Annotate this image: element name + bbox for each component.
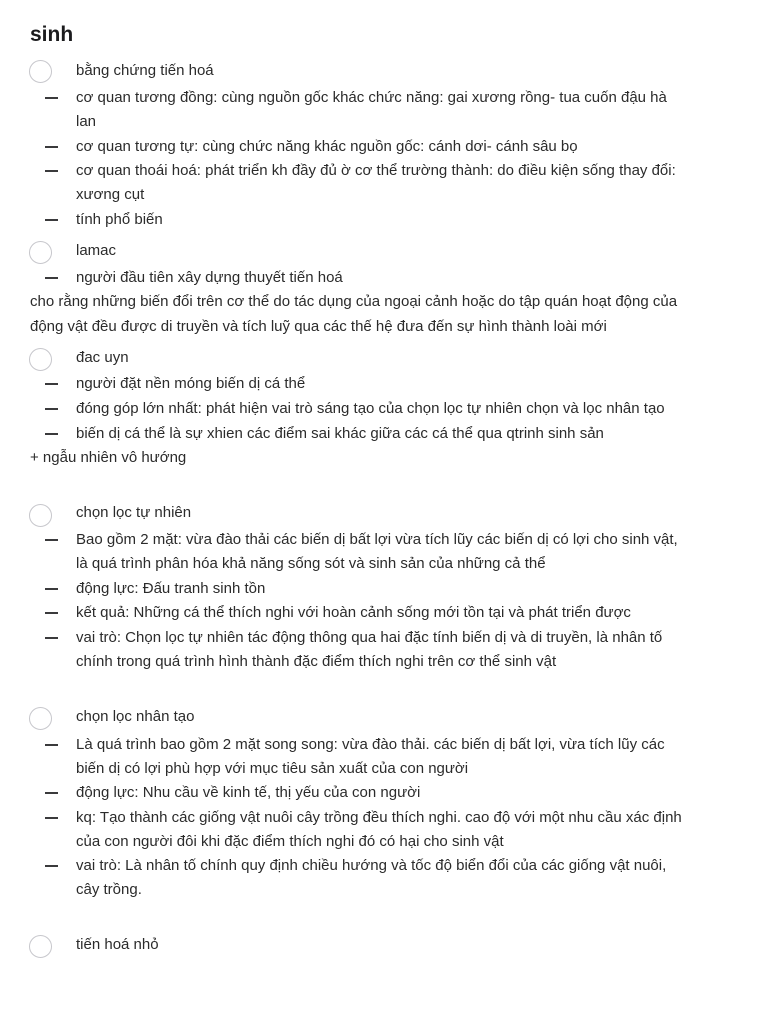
list-item-continuation: biến dị có lợi phù hợp với mục tiêu sản xuất của con người <box>76 760 469 777</box>
list-item-continuation: lan <box>76 113 97 130</box>
checklist-checkbox[interactable] <box>29 504 52 527</box>
list-item-continuation: chính trong quá trình hình thành đặc điểm thích nghi trên cơ thể sinh vật <box>76 653 557 670</box>
list-dash-icon <box>45 408 58 410</box>
list-item: vai trò: Chọn lọc tự nhiên tác động thông qua hai đặc tính biến dị và di truyền, là nhân tố <box>76 629 663 646</box>
list-item: cơ quan tương đồng: cùng nguồn gốc khác chức năng: gai xương rồng- tua cuốn đậu hà <box>76 89 667 106</box>
checklist-item-label: đac uyn <box>76 349 129 366</box>
list-dash-icon <box>45 170 58 172</box>
list-item: cơ quan tương tự: cùng chức năng khác nguồn gốc: cánh dơi- cánh sâu bọ <box>76 138 578 155</box>
checklist-item-label: chọn lọc nhân tạo <box>76 708 195 725</box>
list-item-continuation: là quá trình phân hóa khả năng sống sót và sinh sản của những cả thể <box>76 555 546 572</box>
list-dash-icon <box>45 792 58 794</box>
checklist-checkbox[interactable] <box>29 707 52 730</box>
list-dash-icon <box>45 383 58 385</box>
list-item: Là quá trình bao gồm 2 mặt song song: vừa đào thải. các biến dị bất lợi, vừa tích lũy các <box>76 736 665 753</box>
list-item: người đặt nền móng biến dị cá thể <box>76 375 306 392</box>
paragraph-line: cho rằng những biến đổi trên cơ thể do tác dụng của ngoại cảnh hoặc do tập quán hoạt động của <box>30 293 678 310</box>
list-dash-icon <box>45 865 58 867</box>
list-item: cơ quan thoái hoá: phát triển kh đầy đủ ờ cơ thể trường thành: do điều kiện sống thay đổi: <box>76 162 676 179</box>
list-dash-icon <box>45 146 58 148</box>
list-dash-icon <box>45 277 58 279</box>
list-dash-icon <box>45 744 58 746</box>
checklist-item-label: chọn lọc tự nhiên <box>76 504 192 521</box>
list-item: tính phổ biến <box>76 211 163 228</box>
list-dash-icon <box>45 97 58 99</box>
checklist-checkbox[interactable] <box>29 935 52 958</box>
list-dash-icon <box>45 588 58 590</box>
paragraph-line: động vật đều được di truyền và tích luỹ qua các thế hệ đưa đến sự hình thành loài mới <box>30 318 607 335</box>
list-dash-icon <box>45 817 58 819</box>
list-item-continuation: cây trồng. <box>76 881 142 898</box>
list-item: Bao gồm 2 mặt: vừa đào thải các biến dị bất lợi vừa tích lũy các biến dị có lợi cho sinh vật, <box>76 531 678 548</box>
list-item-continuation: xương cụt <box>76 186 145 203</box>
list-item: người đầu tiên xây dựng thuyết tiến hoá <box>76 269 343 286</box>
list-dash-icon <box>45 612 58 614</box>
list-item: kq: Tạo thành các giống vật nuôi cây trồng đều thích nghi. cao độ với một nhu cầu xác định <box>76 809 682 826</box>
list-item: động lực: Đấu tranh sinh tồn <box>76 580 266 597</box>
checklist-checkbox[interactable] <box>29 241 52 264</box>
list-item: vai trò: Là nhân tố chính quy định chiều hướng và tốc độ biển đổi của các giống vật nuôi, <box>76 857 667 874</box>
list-dash-icon <box>45 637 58 639</box>
checklist-checkbox[interactable] <box>29 60 52 83</box>
checklist-item-label: bằng chứng tiến hoá <box>76 62 214 79</box>
list-item: động lực: Nhu cầu về kinh tế, thị yếu của con người <box>76 784 421 801</box>
paragraph-line: + ngẫu nhiên vô hướng <box>30 449 187 466</box>
list-item: biến dị cá thể là sự xhien các điểm sai khác giữa các cá thể qua qtrinh sinh sản <box>76 425 604 442</box>
list-item: kết quả: Những cá thể thích nghi với hoàn cảnh sống mới tồn tại và phát triển được <box>76 604 631 621</box>
list-dash-icon <box>45 219 58 221</box>
checklist-item-label: tiến hoá nhỏ <box>76 936 159 953</box>
checklist-checkbox[interactable] <box>29 348 52 371</box>
checklist-item-label: lamac <box>76 242 117 259</box>
list-item-continuation: của con người đôi khi đặc điểm thích nghi đó có hại cho sinh vật <box>76 833 504 850</box>
list-dash-icon <box>45 539 58 541</box>
list-dash-icon <box>45 433 58 435</box>
list-item: đóng góp lớn nhất: phát hiện vai trò sáng tạo của chọn lọc tự nhiên chọn và lọc nhân tạo <box>76 400 665 417</box>
note-title: sinh <box>30 23 74 46</box>
